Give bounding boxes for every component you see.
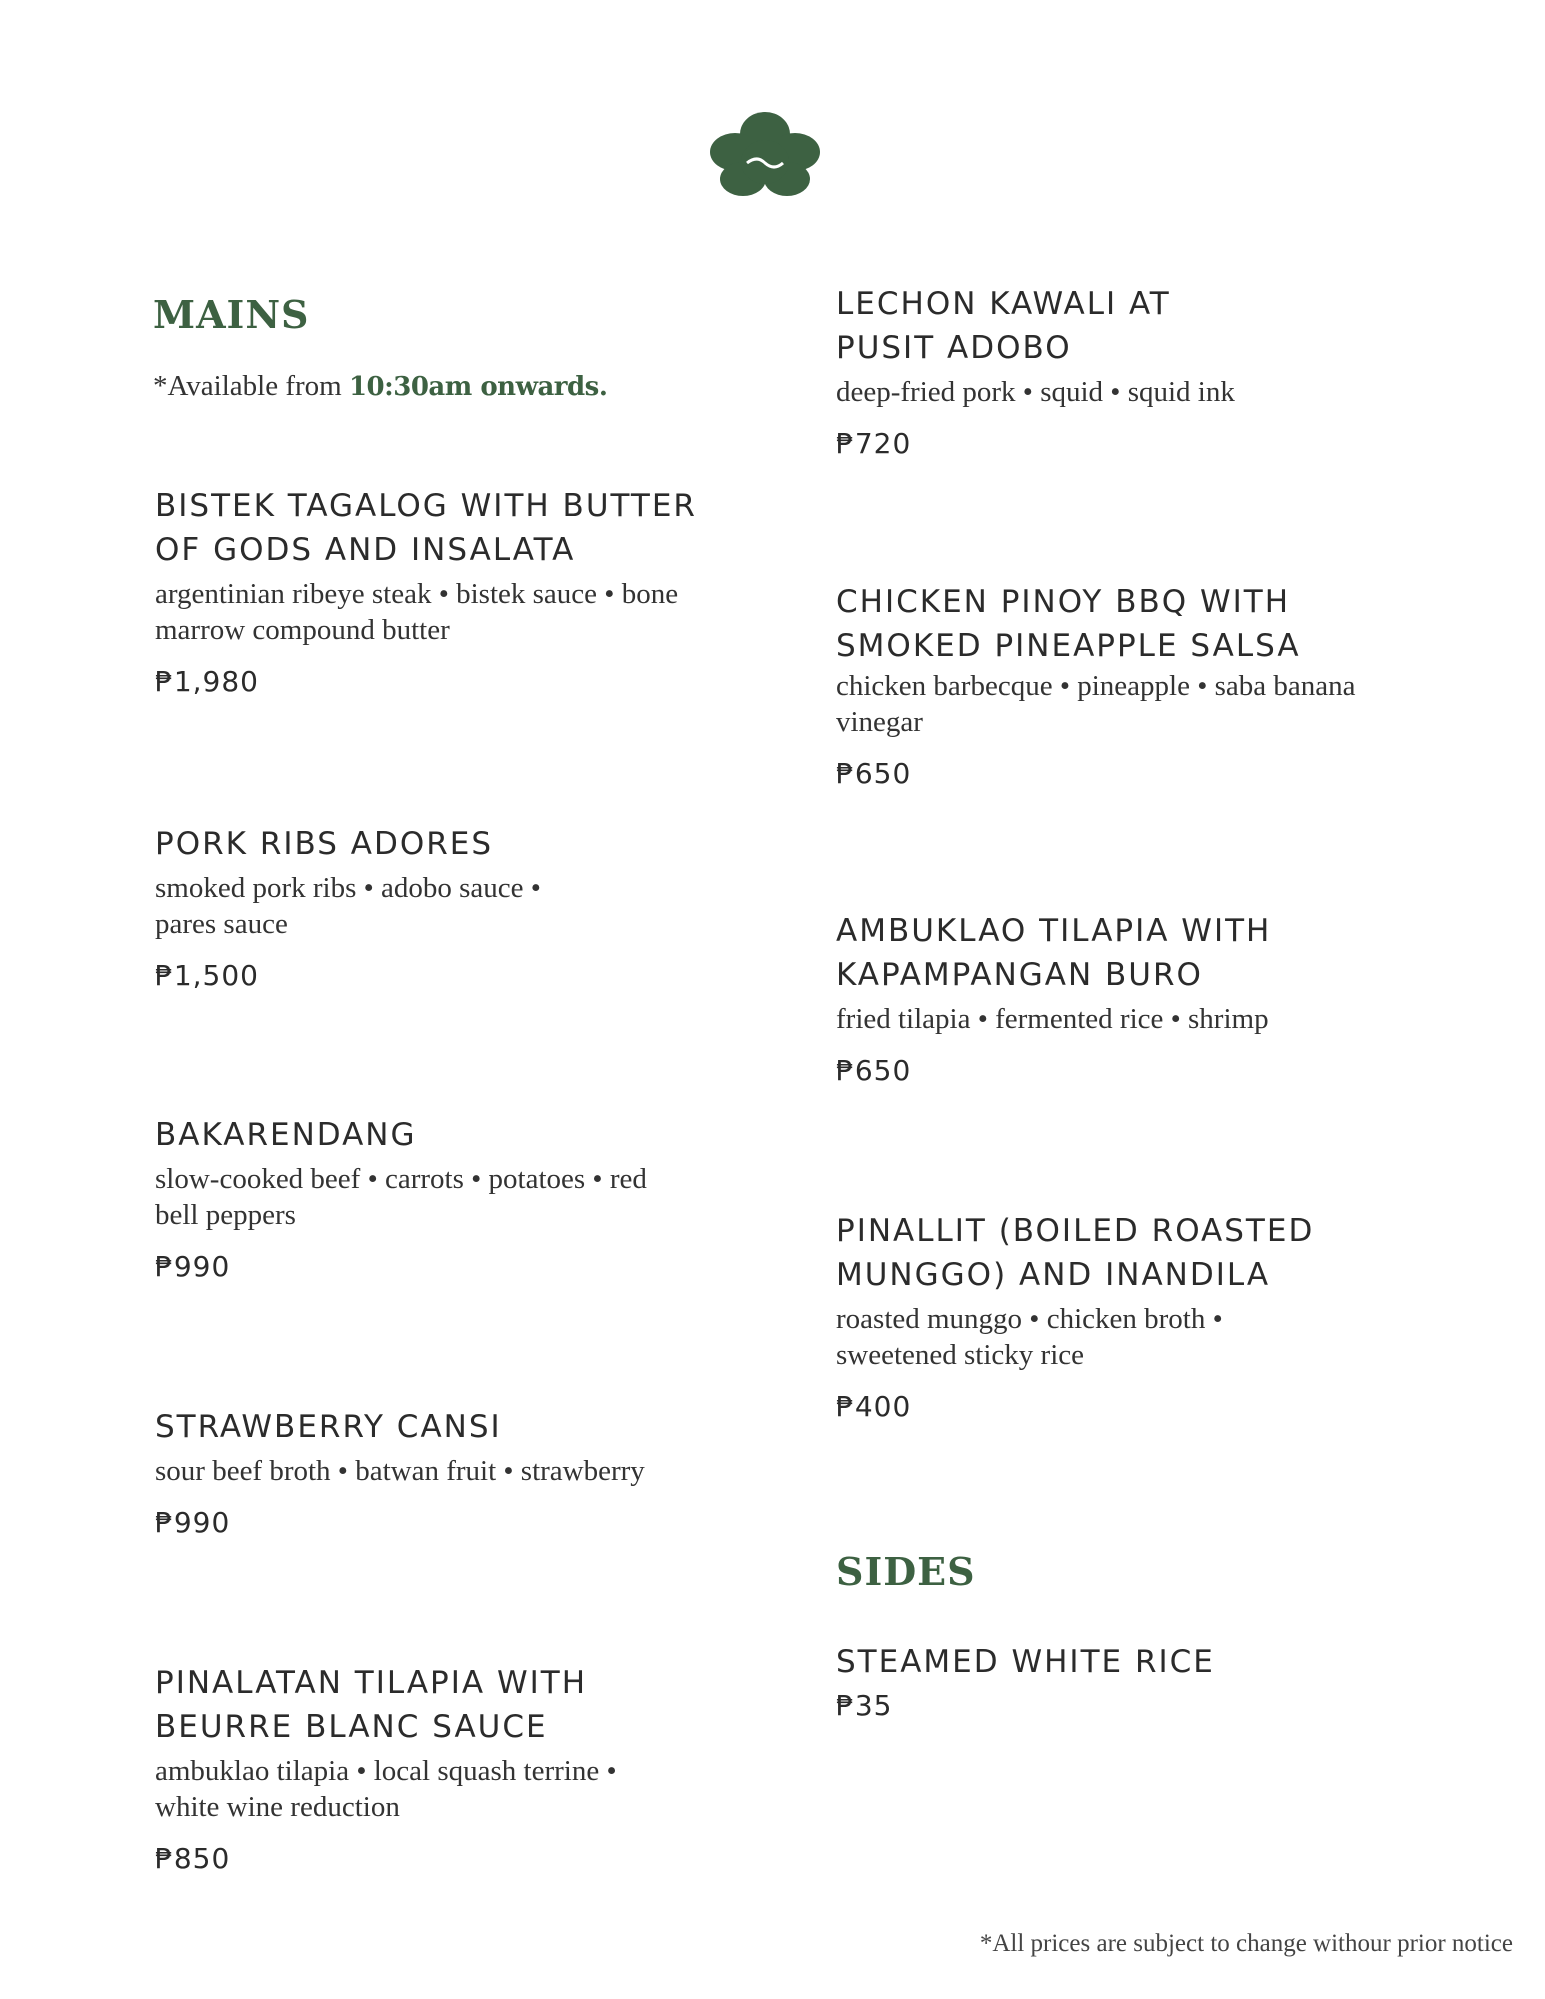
item-price: ₱650 xyxy=(836,757,912,790)
item-name: LECHON KAWALI AT PUSIT ADOBO xyxy=(836,286,1171,366)
availability-time: 10:30am onwards. xyxy=(348,372,608,402)
item-name: BISTEK TAGALOG WITH BUTTER OF GODS AND INSALATA xyxy=(155,488,697,568)
item-description: sour beef broth • batwan fruit • strawberry xyxy=(155,1455,645,1487)
item-price: ₱1,980 xyxy=(155,665,259,698)
item-name: PORK RIBS ADORES xyxy=(155,826,494,862)
item-price: ₱650 xyxy=(836,1054,912,1087)
mains-title: MAINS xyxy=(153,292,310,337)
menu-item xyxy=(155,484,715,700)
item-name: CHICKEN PINOY BBQ WITH SMOKED PINEAPPLE SALSA xyxy=(836,584,1301,664)
menu-item xyxy=(836,1209,1396,1425)
item-name: BAKARENDANG xyxy=(155,1117,417,1153)
sides-title: SIDES xyxy=(836,1549,976,1594)
side-item xyxy=(836,1640,1396,1724)
item-description: smoked pork ribs • adobo sauce • pares sauce xyxy=(155,872,541,940)
item-name: PINALLIT (BOILED ROASTED MUNGGO) AND INANDILA xyxy=(836,1213,1315,1293)
price-disclaimer: *All prices are subject to change withour prior notice xyxy=(979,1930,1513,1957)
menu-item xyxy=(155,1113,715,1285)
item-price: ₱1,500 xyxy=(155,959,259,992)
item-name: PINALATAN TILAPIA WITH BEURRE BLANC SAUCE xyxy=(155,1665,587,1745)
availability-note xyxy=(153,370,607,403)
menu-item xyxy=(836,909,1396,1089)
item-price: ₱990 xyxy=(155,1250,231,1283)
menu-item xyxy=(836,580,1396,792)
item-price: ₱35 xyxy=(836,1689,893,1722)
menu-item xyxy=(155,1405,715,1541)
item-name: STEAMED WHITE RICE xyxy=(836,1644,1215,1680)
item-description: fried tilapia • fermented rice • shrimp xyxy=(836,1003,1269,1035)
item-name: AMBUKLAO TILAPIA WITH KAPAMPANGAN BURO xyxy=(836,913,1272,993)
menu-item xyxy=(836,282,1396,462)
item-description: deep-fried pork • squid • squid ink xyxy=(836,376,1235,408)
item-description: slow-cooked beef • carrots • potatoes • red bell peppers xyxy=(155,1163,647,1231)
item-description: argentinian ribeye steak • bistek sauce • bone marrow compound butter xyxy=(155,578,679,646)
item-description: ambuklao tilapia • local squash terrine • white wine reduction xyxy=(155,1755,617,1823)
item-price: ₱990 xyxy=(155,1506,231,1539)
menu-item xyxy=(155,822,715,994)
menu-item xyxy=(155,1661,715,1877)
item-price: ₱400 xyxy=(836,1390,912,1423)
item-description: roasted munggo • chicken broth • sweetened sticky rice xyxy=(836,1303,1223,1371)
clover-logo-icon xyxy=(703,108,827,204)
item-price: ₱720 xyxy=(836,427,912,460)
availability-note-prefix: *Available from xyxy=(153,370,349,402)
item-price: ₱850 xyxy=(155,1842,231,1875)
item-name: STRAWBERRY CANSI xyxy=(155,1409,502,1445)
item-description: chicken barbecque • pineapple • saba banana vinegar xyxy=(836,670,1356,738)
